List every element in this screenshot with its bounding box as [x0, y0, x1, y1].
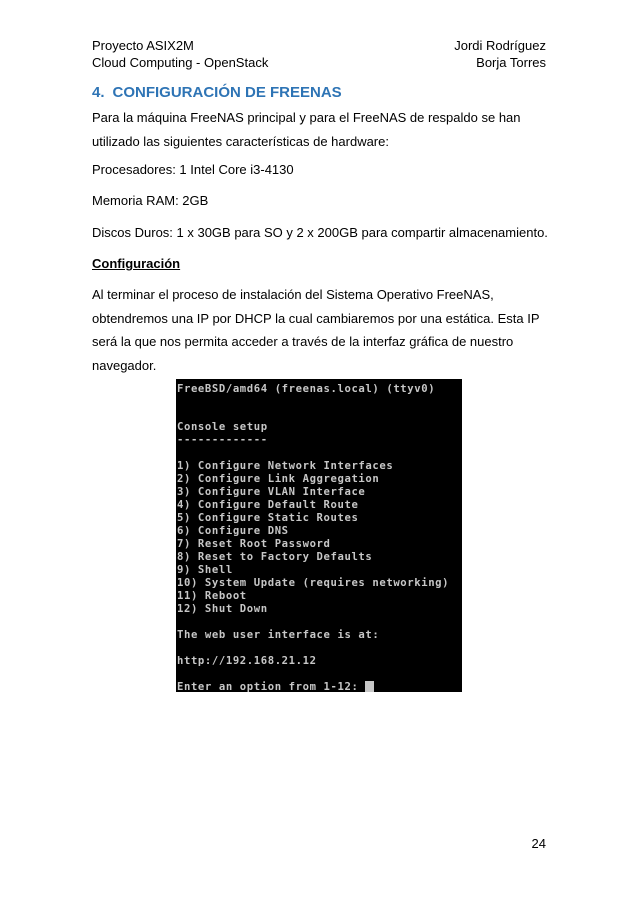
console-menu-item: 4) Configure Default Route	[177, 499, 359, 511]
console-menu-item: 1) Configure Network Interfaces	[177, 460, 394, 472]
page-number: 24	[531, 836, 546, 851]
console-menu-item: 8) Reset to Factory Defaults	[177, 551, 373, 563]
console-menu-item: 7) Reset Root Password	[177, 538, 331, 550]
body-line: obtendremos una IP por DHCP la cual cambiaremos por una estática. Esta IP	[92, 310, 540, 326]
section-title: CONFIGURACIÓN DE FREENAS	[112, 84, 342, 101]
body-line: será la que nos permita acceder a través de la interfaz gráfica de nuestro	[92, 334, 514, 349]
header-author-2: Borja Torres	[476, 55, 546, 70]
console-menu-item: 11) Reboot	[177, 590, 247, 602]
body-line: navegador.	[92, 357, 157, 373]
section-heading	[92, 84, 342, 101]
spec-cpu: Procesadores: 1 Intel Core i3-4130	[92, 162, 294, 177]
console-menu-item: 2) Configure Link Aggregation	[177, 473, 380, 485]
console-menu-item: 6) Configure DNS	[177, 525, 289, 537]
section-number: 4.	[92, 84, 105, 101]
console-separator: -------------	[177, 434, 268, 446]
console-setup-heading: Console setup	[177, 421, 268, 433]
spec-ram: Memoria RAM: 2GB	[92, 193, 209, 208]
header-project: Proyecto ASIX2M	[92, 38, 194, 53]
freenas-console-screenshot	[176, 379, 462, 692]
subheading-configuracion: Configuración	[92, 256, 181, 271]
console-web-label: The web user interface is at:	[177, 629, 380, 641]
header-right	[454, 37, 546, 71]
body-paragraph	[92, 283, 540, 377]
spec-disks: Discos Duros: 1 x 30GB para SO y 2 x 200GB para compartir almacenamiento.	[92, 225, 548, 240]
console-prompt: Enter an option from 1-12:	[177, 681, 366, 692]
header-left	[92, 37, 268, 71]
body-line: Al terminar el proceso de instalación del Sistema Operativo FreeNAS,	[92, 287, 494, 302]
intro-line: Para la máquina FreeNAS principal y para el FreeNAS de respaldo se han	[92, 110, 521, 125]
intro-paragraph	[92, 106, 521, 153]
console-menu-item: 12) Shut Down	[177, 603, 268, 615]
console-menu-item: 9) Shell	[177, 564, 233, 576]
header-author-1: Jordi Rodríguez	[454, 38, 546, 53]
console-menu-item: 5) Configure Static Routes	[177, 512, 359, 524]
console-prompt-line	[177, 681, 374, 692]
console-cursor	[365, 681, 374, 692]
console-url: http://192.168.21.12	[177, 655, 317, 667]
console-menu-item: 3) Configure VLAN Interface	[177, 486, 366, 498]
console-title: FreeBSD/amd64 (freenas.local) (ttyv0)	[177, 383, 436, 395]
console-menu-item: 10) System Update (requires networking)	[177, 577, 450, 589]
header-subject: Cloud Computing - OpenStack	[92, 55, 269, 70]
intro-line: utilizado las siguientes características de hardware:	[92, 133, 389, 149]
